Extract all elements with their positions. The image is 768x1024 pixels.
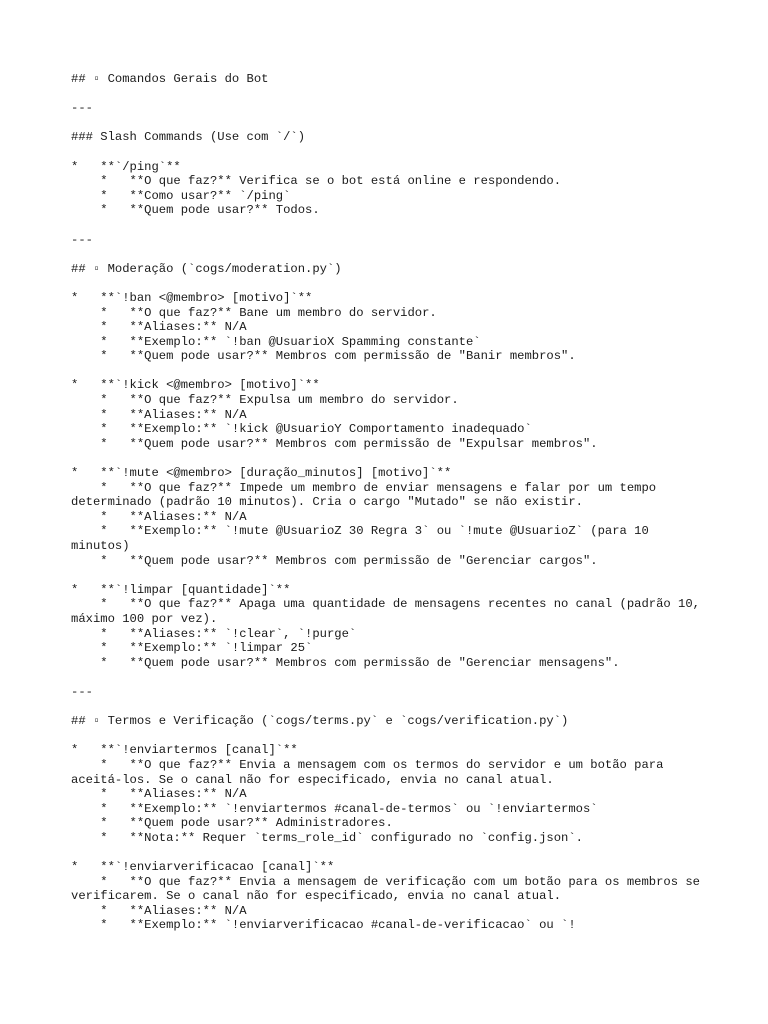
command-detail: * **O que faz?** Envia a mensagem de verificação com um botão para os membros se verificarem. Se o canal não for especificado, envia no canal atual. [71,874,708,904]
blank-line [71,247,711,262]
command-detail: * **Exemplo:** `!mute @UsuarioZ 30 Regra 3` ou `!mute @UsuarioZ` (para 10 minutos) [71,524,657,553]
section-heading: ## ▫ Moderação (`cogs/moderation.py`) [71,261,342,276]
command-detail: * **Nota:** Requer `terms_role_id` configurado no `config.json`. [71,830,583,845]
blank-line [71,276,711,291]
command-item: * **`!enviarverificacao [canal]`** [71,860,335,875]
blank-line [71,116,711,131]
command-detail: * **Quem pode usar?** Membros com permissão de "Gerenciar mensagens". [71,655,620,670]
command-detail: * **Exemplo:** `!ban @UsuarioX Spamming constante` [71,334,481,349]
command-detail: * **Exemplo:** `!kick @UsuarioY Comportamento inadequado` [71,422,532,437]
command-item: * **`!limpar [quantidade]`** [71,582,291,597]
command-detail: * **Exemplo:** `!limpar 25` [71,641,313,656]
command-detail: * **Aliases:** N/A [71,407,247,422]
command-item: * **`!mute <@membro> [duração_minutos] [motivo]`** [71,466,452,481]
command-detail: * **Aliases:** N/A [71,320,247,335]
horizontal-rule: --- [71,101,93,116]
command-detail: * **Quem pode usar?** Membros com permissão de "Expulsar membros". [71,436,598,451]
command-detail: * **Aliases:** `!clear`, `!purge` [71,626,357,641]
blank-line [71,364,711,379]
command-detail: * **Quem pode usar?** Membros com permissão de "Banir membros". [71,349,576,364]
markdown-document [71,72,711,933]
blank-line [71,218,711,233]
blank-line [71,729,711,744]
command-detail: * **Aliases:** N/A [71,903,247,918]
section-subheading: ### Slash Commands (Use com `/`) [71,130,306,145]
section-heading: ## ▫ Termos e Verificação (`cogs/terms.py` e `cogs/verification.py`) [71,714,569,729]
command-detail: * **O que faz?** Envia a mensagem com os termos do servidor e um botão para aceitá-los. Se o canal não for especificado, envia no canal atual. [71,757,671,787]
command-detail: * **Quem pode usar?** Administradores. [71,816,393,831]
command-item: * **`!ban <@membro> [motivo]`** [71,290,313,305]
command-item: * **`!enviartermos [canal]`** [71,743,298,758]
command-detail: * **Aliases:** N/A [71,787,247,802]
command-detail: * **Quem pode usar?** Todos. [71,203,320,218]
horizontal-rule: --- [71,684,93,699]
command-detail: * **O que faz?** Verifica se o bot está online e respondendo. [71,174,562,189]
command-detail: * **O que faz?** Apaga uma quantidade de mensagens recentes no canal (padrão 10, máximo 100 por vez). [71,597,708,626]
blank-line [71,568,711,583]
horizontal-rule: --- [71,232,93,247]
command-item: * **`!kick <@membro> [motivo]`** [71,378,320,393]
command-detail: * **Exemplo:** `!enviarverificacao #canal-de-verificacao` ou `! [71,918,576,933]
command-detail: * **Quem pode usar?** Membros com permissão de "Gerenciar cargos". [71,553,598,568]
command-item: * **`/ping`** [71,159,181,174]
section-heading: ## ▫ Comandos Gerais do Bot [71,72,269,86]
command-detail: * **O que faz?** Bane um membro do servidor. [71,305,437,320]
command-detail: * **Como usar?** `/ping` [71,188,291,203]
blank-line [71,145,711,160]
command-detail: * **O que faz?** Expulsa um membro do servidor. [71,393,459,408]
command-detail: * **O que faz?** Impede um membro de enviar mensagens e falar por um tempo determinado (padrão 10 minutos). Cria o cargo "Mutado" se não existir. [71,480,664,510]
blank-line [71,451,711,466]
blank-line [71,670,711,685]
blank-line [71,700,711,715]
blank-line [71,87,711,102]
command-detail: * **Exemplo:** `!enviartermos #canal-de-termos` ou `!enviartermos` [71,801,598,816]
command-detail: * **Aliases:** N/A [71,509,247,524]
blank-line [71,845,711,860]
